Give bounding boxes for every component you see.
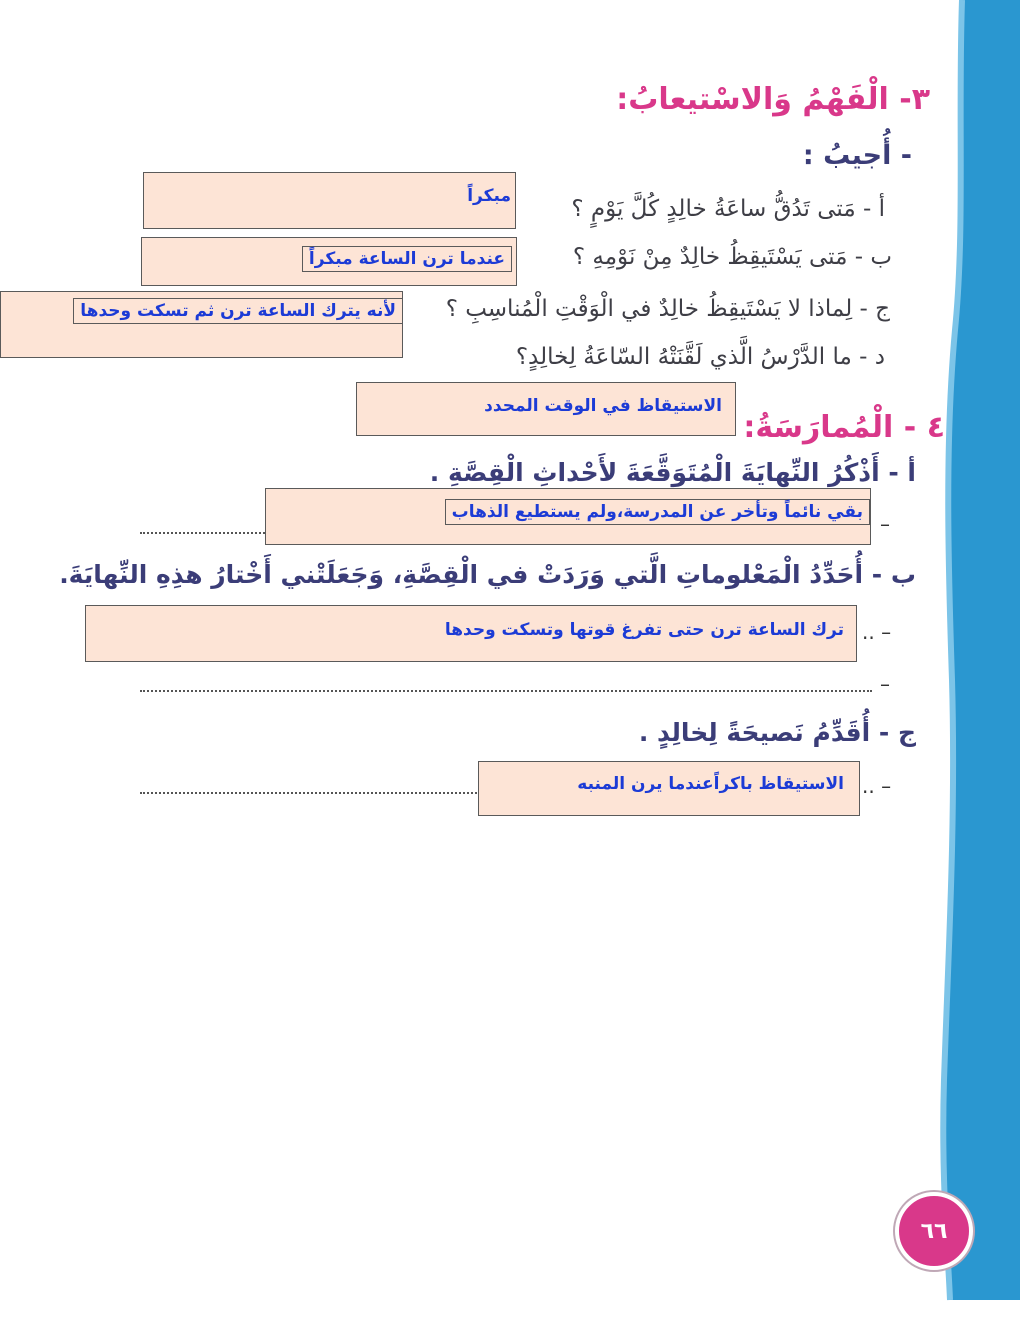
question-c: ج - لِماذا لا يَسْتَيقِظُ خالِدٌ في الْوَقْتِ الْمُناسِبِ ؟ bbox=[445, 296, 890, 322]
line-dash-b2: – bbox=[880, 672, 890, 696]
practice-b-answer: ترك الساعة ترن حتى تفرغ قوتها وتسكت وحدها bbox=[444, 620, 844, 640]
dotted-line-a bbox=[140, 532, 268, 534]
dotted-line-b2 bbox=[140, 690, 872, 692]
answer-b: عندما ترن الساعة مبكراً bbox=[302, 246, 512, 272]
dotted-line-c bbox=[140, 792, 480, 794]
line-dash-b1: .. – bbox=[862, 620, 892, 644]
line-dash-a: – bbox=[880, 512, 890, 536]
section3-title: ٣- الْفَهْمُ وَالاسْتيعابُ: bbox=[616, 82, 930, 117]
section4-title: ٤ - الْمُمارَسَةُ: bbox=[743, 410, 945, 445]
answer-d: الاستيقاظ في الوقت المحدد bbox=[484, 396, 722, 416]
practice-a-answer: بقي نائماً وتأخر عن المدرسة،ولم يستطيع الذهاب bbox=[445, 499, 870, 525]
question-b: ب - مَتى يَسْتَيقِظُ خالِدٌ مِنْ نَوْمِهِ ؟ bbox=[572, 244, 892, 270]
line-dash-c: .. – bbox=[862, 774, 892, 798]
answer-c: لأنه يترك الساعة ترن ثم تسكت وحدها bbox=[73, 298, 403, 324]
page-number: ٦٦ bbox=[895, 1192, 973, 1270]
practice-b-prompt: ب - أُحَدِّدُ الْمَعْلوماتِ الَّتي وَرَدَتْ في الْقِصَّةِ، وَجَعَلَتْني أَخْتارُ هذِهِ النِّهايَةَ. bbox=[59, 560, 916, 589]
practice-c-answer: الاستيقاظ باكراًعندما يرن المنبه bbox=[577, 774, 844, 794]
answer-box-a[interactable] bbox=[143, 172, 516, 229]
question-a: أ - مَتى تَدُقُّ ساعَةُ خالِدٍ كُلَّ يَوْمٍ ؟ bbox=[571, 196, 885, 222]
practice-c-prompt: ج - أُقَدِّمُ نَصيحَةً لِخالِدٍ . bbox=[638, 718, 916, 747]
section3-instruction: - أُجيبُ : bbox=[802, 140, 912, 171]
answer-a: مبكراً bbox=[467, 186, 511, 206]
practice-a-prompt: أ - أَذْكُرُ النِّهايَةَ الْمُتَوَقَّعَةَ لأَحْداثِ الْقِصَّةِ . bbox=[429, 458, 916, 487]
question-d: د - ما الدَّرْسُ الَّذي لَقَّنَتْهُ السّاعَةُ لِخالِدٍ؟ bbox=[515, 344, 885, 370]
